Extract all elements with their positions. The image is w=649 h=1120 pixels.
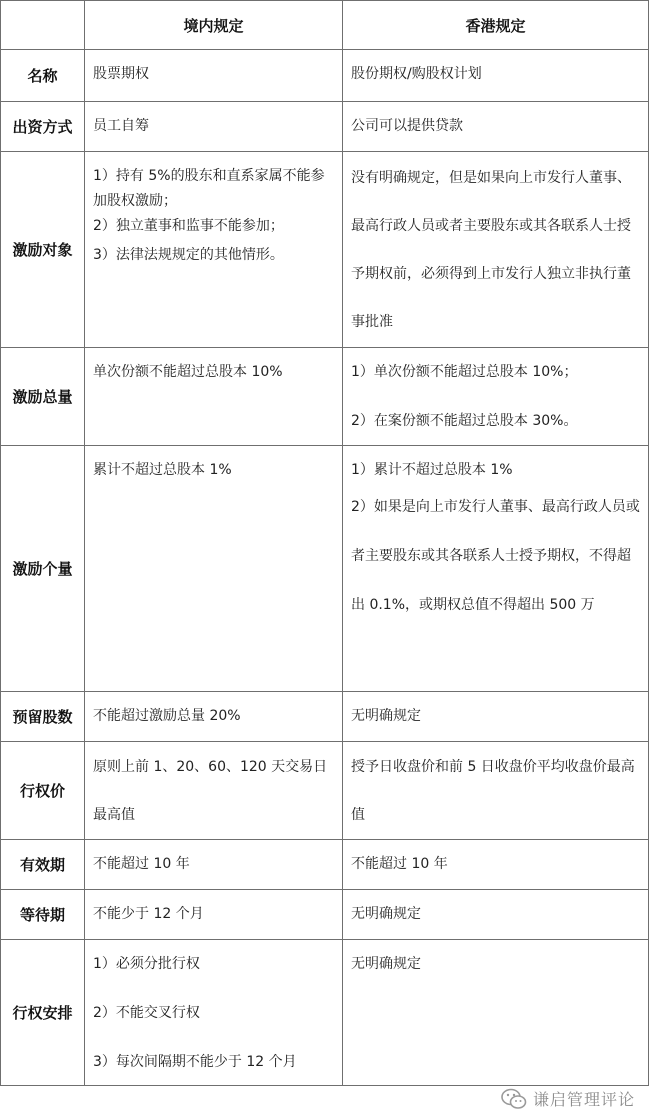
hk-cell — [343, 102, 649, 152]
domestic-cell — [85, 742, 343, 840]
row-label: 出资方式 — [1, 102, 85, 152]
hk-cell — [343, 50, 649, 102]
row-label: 等待期 — [1, 890, 85, 940]
row-label: 名称 — [1, 50, 85, 102]
cell-text: 不能超过激励总量 20% — [93, 708, 241, 724]
row-label: 行权价 — [1, 742, 85, 840]
cell-text: 没有明确规定，但是如果向上市发行人董事、最高行政人员或者主要股东或其各联系人士授予期权前，必须得到上市发行人独立非执行董事批准 — [351, 170, 631, 330]
cell-text: 无明确规定 — [351, 956, 421, 972]
hk-cell — [343, 890, 649, 940]
domestic-cell — [85, 446, 343, 692]
table-row — [1, 940, 649, 1086]
hk-cell — [343, 152, 649, 348]
domestic-cell — [85, 692, 343, 742]
table-row — [1, 102, 649, 152]
cell-text: 无明确规定 — [351, 708, 421, 724]
header-hk: 香港规定 — [343, 1, 649, 50]
cell-text: 1）累计不超过总股本 1% — [351, 462, 513, 478]
row-label: 预留股数 — [1, 692, 85, 742]
cell-text: 3）每次间隔期不能少于 12 个月 — [93, 1054, 297, 1070]
cell-text: 3）法律法规规定的其他情形。 — [93, 247, 284, 263]
table-row — [1, 890, 649, 940]
watermark — [501, 1087, 635, 1110]
cell-text: 不能超过 10 年 — [93, 856, 190, 872]
watermark-text: 谦启管理评论 — [532, 1090, 635, 1109]
cell-text: 不能超过 10 年 — [351, 856, 448, 872]
cell-text: 累计不超过总股本 1% — [93, 462, 232, 478]
header-empty-cell — [1, 1, 85, 50]
header-domestic: 境内规定 — [85, 1, 343, 50]
cell-text: 股票期权 — [93, 66, 149, 82]
domestic-cell — [85, 348, 343, 446]
domestic-cell — [85, 102, 343, 152]
cell-text: 2）不能交叉行权 — [93, 1005, 200, 1021]
cell-text: 2）在案份额不能超过总股本 30%。 — [351, 413, 578, 429]
cell-text: 单次份额不能超过总股本 10% — [93, 364, 283, 380]
domestic-cell — [85, 840, 343, 890]
hk-cell — [343, 840, 649, 890]
cell-text: 2）独立董事和监事不能参加； — [93, 218, 284, 234]
domestic-cell — [85, 50, 343, 102]
wechat-icon — [501, 1088, 527, 1110]
cell-text: 授予日收盘价和前 5 日收盘价平均收盘价最高值 — [351, 759, 635, 823]
table-row — [1, 152, 649, 348]
cell-text: 1）持有 5%的股东和直系家属不能参加股权激励； — [93, 168, 325, 209]
cell-text: 1）单次份额不能超过总股本 10%； — [351, 364, 578, 380]
cell-text: 1）必须分批行权 — [93, 956, 200, 972]
domestic-cell — [85, 152, 343, 348]
hk-cell — [343, 446, 649, 692]
table-row — [1, 742, 649, 840]
cell-text: 原则上前 1、20、60、120 天交易日最高值 — [93, 759, 328, 823]
cell-text: 不能少于 12 个月 — [93, 906, 204, 922]
domestic-cell — [85, 940, 343, 1086]
table-header-row — [1, 1, 649, 50]
cell-text: 股份期权/购股权计划 — [351, 66, 482, 82]
table-row — [1, 446, 649, 692]
cell-text: 无明确规定 — [351, 906, 421, 922]
row-label: 有效期 — [1, 840, 85, 890]
hk-cell — [343, 742, 649, 840]
row-label: 激励总量 — [1, 348, 85, 446]
cell-text: 公司可以提供贷款 — [351, 118, 463, 134]
hk-cell — [343, 692, 649, 742]
domestic-cell — [85, 890, 343, 940]
row-label: 激励对象 — [1, 152, 85, 348]
cell-text: 员工自筹 — [93, 118, 149, 134]
row-label: 行权安排 — [1, 940, 85, 1086]
hk-cell — [343, 348, 649, 446]
table-row — [1, 840, 649, 890]
row-label: 激励个量 — [1, 446, 85, 692]
table-row — [1, 348, 649, 446]
table-row — [1, 50, 649, 102]
hk-cell — [343, 940, 649, 1086]
cell-text: 2）如果是向上市发行人董事、最高行政人员或者主要股东或其各联系人士授予期权，不得超出 0.1%，或期权总值不得超出 500 万 — [351, 499, 640, 613]
table-row — [1, 692, 649, 742]
